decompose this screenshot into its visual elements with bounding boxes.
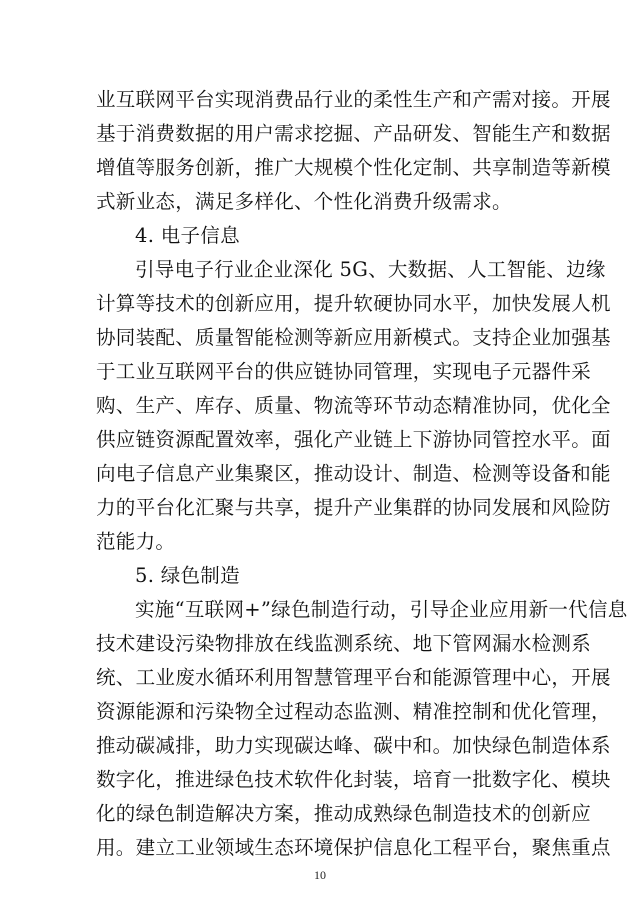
- text-line: 增值等服务创新，推广大规模个性化定制、共享制造等新模: [96, 156, 611, 179]
- text-line: 协同装配、质量智能检测等新应用新模式。支持企业加强基: [96, 326, 611, 349]
- text-line: 范能力。: [96, 530, 176, 553]
- text-line: 基于消费数据的用户需求挖掘、产品研发、智能生产和数据: [96, 122, 611, 145]
- text-line: 于工业互联网平台的供应链协同管理，实现电子元器件采: [96, 360, 592, 383]
- text-line: 推动碳减排，助力实现碳达峰、碳中和。加快绿色制造体系: [96, 734, 611, 757]
- text-line: 统、工业废水循环利用智慧管理平台和能源管理中心，开展: [96, 666, 611, 689]
- text-line: 购、生产、库存、质量、物流等环节动态精准协同，优化全: [96, 394, 611, 417]
- text-line: 技术建设污染物排放在线监测系统、地下管网漏水检测系: [96, 632, 592, 655]
- text-line: 式新业态，满足多样化、个性化消费升级需求。: [96, 190, 512, 213]
- section-heading: 5. 绿色制造: [135, 564, 240, 587]
- section-heading: 4. 电子信息: [135, 224, 240, 247]
- text-line: 资源能源和污染物全过程动态监测、精准控制和优化管理，: [96, 700, 611, 723]
- page-number: 10: [314, 868, 326, 882]
- text-line: 业互联网平台实现消费品行业的柔性生产和产需对接。开展: [96, 88, 611, 111]
- text-line: 计算等技术的创新应用，提升软硬协同水平，加快发展人机: [96, 292, 611, 315]
- text-line: 供应链资源配置效率，强化产业链上下游协同管控水平。面: [96, 428, 611, 451]
- text-line: 化的绿色制造解决方案，推动成熟绿色制造技术的创新应: [96, 802, 592, 825]
- text-line: 实施“互联网+”绿色制造行动，引导企业应用新一代信息: [135, 598, 628, 621]
- text-line: 数字化，推进绿色技术软件化封装，培育一批数字化、模块: [96, 768, 611, 791]
- text-line: 用。建立工业领域生态环境保护信息化工程平台，聚焦重点: [96, 836, 611, 859]
- text-line: 力的平台化汇聚与共享，提升产业集群的协同发展和风险防: [96, 496, 611, 519]
- text-line: 向电子信息产业集聚区，推动设计、制造、检测等设备和能: [96, 462, 611, 485]
- text-line: 引导电子行业企业深化 5G、大数据、人工智能、边缘: [135, 258, 606, 281]
